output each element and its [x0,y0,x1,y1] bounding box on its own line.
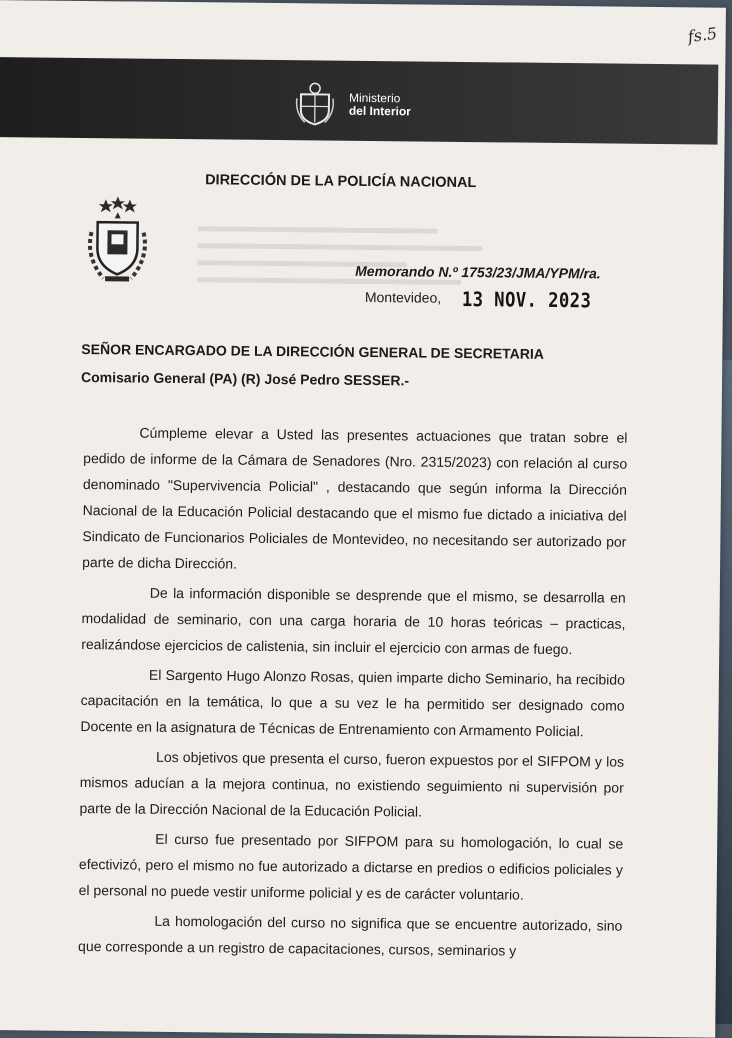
body-paragraph: El Sargento Hugo Alonzo Rosas, quien imparte dicho Seminario, ha recibido capacitación en la temática, lo que a su vez le ha permitido ser designado como Docente en la asignatura de Técnicas de Entrenamiento con Armamento Policial. [80,661,625,745]
body-paragraph: Los objetivos que presenta el curso, fueron expuestos por el SIFPOM y los mismos aducían a la mejora continua, no existiendo seguimiento ni supervisión por parte de la Dirección Nacional de la Educación Policial. [79,743,624,827]
memo-number: Memorando N.º 1753/23/JMA/YPM/ra. [355,263,601,282]
body-paragraph: De la información disponible se desprende que el mismo, se desarrolla en modalidad de seminario, con una carga horaria de 10 horas teóricas – practicas, realizándose ejercicios de calistenia, sin incluir el ejercicio con armas de fuego. [81,579,626,663]
handwritten-folio-note: fs.5 [687,24,719,47]
date-stamp: 13 NOV. 2023 [462,287,592,312]
addressee-name: Comisario General (PA) (R) José Pedro SESSER.- [81,369,409,388]
ministry-line-2: del Interior [349,105,411,119]
ministry-line-1: Ministerio [349,92,411,106]
ministry-shield-icon [295,80,335,126]
memo-body [78,419,628,969]
direction-title: DIRECCIÓN DE LA POLICÍA NACIONAL [205,172,476,191]
body-paragraph: Cúmpleme elevar a Usted las presentes actuaciones que tratan sobre el pedido de informe de la Cámara de Senadores (Nro. 2315/2023) con relación al curso denominado "Supervivencia Policial" , destacando que según informa la Dirección Nacional de la Educación Policial destacando que el mismo fue dictado a iniciativa del Sindicato de Funcionarios Policiales de Montevideo, no necesitando ser autorizado por parte de dicha Dirección. [82,419,628,581]
addressee-title: SEÑOR ENCARGADO DE LA DIRECCIÓN GENERAL DE SECRETARIA [81,341,544,362]
place-label: Montevideo, [365,289,441,306]
body-paragraph: La homologación del curso no significa que se encuentre autorizado, sino que corresponde a un registro de capacitaciones, cursos, seminarios y [78,907,623,965]
police-emblem-icon [83,196,152,285]
body-paragraph: El curso fue presentado por SIFPOM para su homologación, lo cual se efectivizó, pero el mismo no fue autorizado a dictarse en predios o edificios policiales y el personal no puede vestir uniforme policial y es de carácter voluntario. [79,825,624,909]
ministry-name [349,92,411,119]
